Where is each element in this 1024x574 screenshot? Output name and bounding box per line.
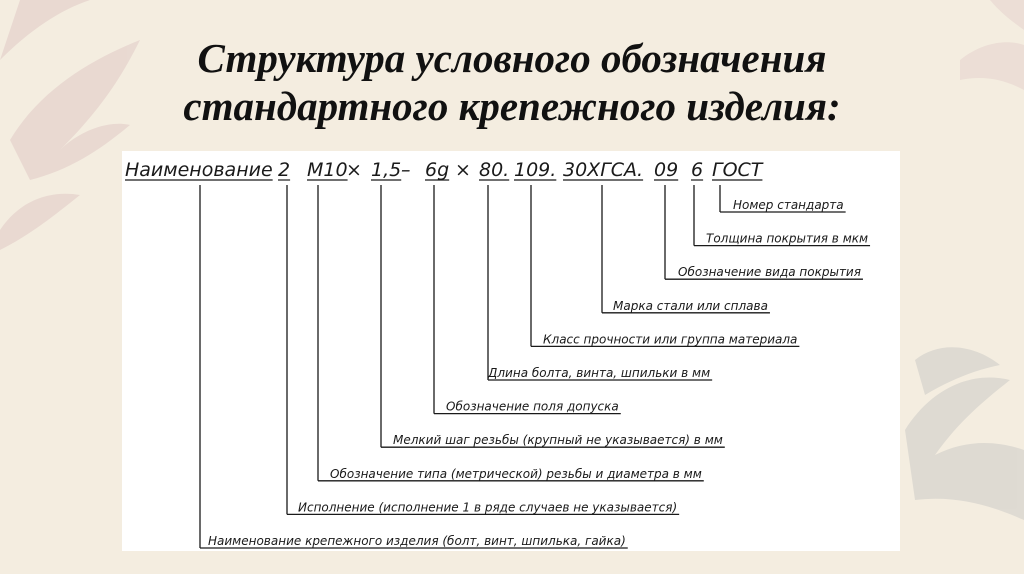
label-text: Мелкий шаг резьбы (крупный не указывается) в мм <box>393 433 723 448</box>
designation-token: М10 <box>307 159 348 181</box>
label-text: Исполнение (исполнение 1 в ряде случаев не указывается) <box>298 500 678 515</box>
designation-token: Наименование <box>125 159 273 181</box>
designation-token: 80. <box>479 159 510 181</box>
label-text: Обозначение вида покрытия <box>678 265 861 280</box>
designation-token: × <box>455 159 471 181</box>
designation-token: 6g <box>425 159 450 181</box>
label-text: Наименование крепежного изделия (болт, винт, шпилька, гайка) <box>208 534 626 548</box>
label-text: Обозначение поля допуска <box>446 399 619 414</box>
label-text: Номер стандарта <box>733 198 844 212</box>
designation-token: × <box>346 159 362 181</box>
designation-token: 30ХГСА. <box>563 159 644 181</box>
title-line-1: Структура условного обозначения <box>197 35 827 81</box>
designation-token: ГОСТ <box>712 159 763 181</box>
designation-token: 109. <box>514 159 557 181</box>
designation-token: 6 <box>691 159 704 181</box>
label-text: Марка стали или сплава <box>613 298 768 313</box>
label-text: Толщина покрытия в мкм <box>706 231 869 246</box>
label-text: Обозначение типа (метрической) резьбы и диаметра в мм <box>330 466 702 481</box>
label-text: Класс прочности или группа материала <box>543 332 798 347</box>
designation-token: 09 <box>654 159 679 181</box>
designation-token: 1,5 <box>371 159 402 181</box>
designation-diagram-svg <box>122 151 900 551</box>
title-line-2: стандартного крепежного изделия: <box>183 83 841 129</box>
designation-token: 2 <box>278 159 291 181</box>
designation-diagram <box>122 151 900 551</box>
label-text: Длина болта, винта, шпильки в мм <box>488 366 711 380</box>
slide-title <box>0 34 1024 130</box>
designation-token: – <box>401 159 411 181</box>
